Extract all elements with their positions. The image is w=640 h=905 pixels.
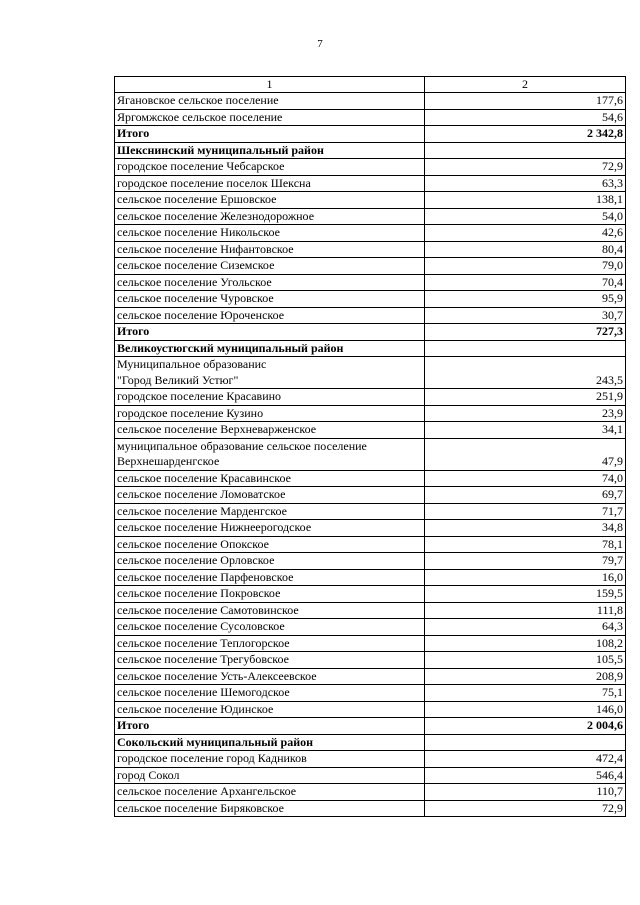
table-row	[115, 586, 626, 603]
row-value-cell: 110,7	[425, 784, 626, 801]
row-name-cell: сельское поселение Покровское	[115, 586, 425, 603]
row-value-cell: 208,9	[425, 668, 626, 685]
table-row	[115, 487, 626, 504]
row-value-cell: 54,0	[425, 208, 626, 225]
page-number: 7	[317, 38, 323, 50]
row-value-cell: 34,1	[425, 422, 626, 439]
row-name-cell	[115, 357, 425, 389]
row-name-cell: Итого	[115, 718, 425, 735]
table-row	[115, 438, 626, 470]
table-row	[115, 422, 626, 439]
row-value-cell: 78,1	[425, 536, 626, 553]
row-name-cell: сельское поселение Чуровское	[115, 291, 425, 308]
row-name-line-2: "Город Великий Устюг"	[117, 372, 239, 387]
table-row	[115, 520, 626, 537]
row-name-cell: сельское поселение Юдинское	[115, 701, 425, 718]
table-row	[115, 405, 626, 422]
row-name-cell: сельское поселение Биряковское	[115, 800, 425, 817]
row-value-cell: 70,4	[425, 274, 626, 291]
row-name-line-2: Верхнешарденгское	[117, 454, 220, 468]
row-name-cell: сельское поселение Нифантовское	[115, 241, 425, 258]
row-name-cell: городское поселение Чебсарское	[115, 159, 425, 176]
row-name-cell: сельское поселение Красавинское	[115, 470, 425, 487]
row-name-cell: сельское поселение Сусоловское	[115, 619, 425, 636]
table-row	[115, 225, 626, 242]
row-value-cell: 42,6	[425, 225, 626, 242]
table-row	[115, 652, 626, 669]
row-value-cell: 54,6	[425, 109, 626, 126]
row-name-cell: сельское поселение Железнодорожное	[115, 208, 425, 225]
row-value-cell: 75,1	[425, 685, 626, 702]
table-row	[115, 274, 626, 291]
row-name-line-1: Муниципальное образованис	[117, 357, 267, 371]
table-row	[115, 635, 626, 652]
table-row	[115, 291, 626, 308]
row-value-cell: 72,9	[425, 800, 626, 817]
row-value-cell: 16,0	[425, 569, 626, 586]
row-value-cell: 64,3	[425, 619, 626, 636]
row-value-cell: 2 342,8	[425, 126, 626, 143]
row-value-cell: 146,0	[425, 701, 626, 718]
table-row	[115, 619, 626, 636]
row-name-cell: сельское поселение Усть-Алексеевское	[115, 668, 425, 685]
row-name-cell: сельское поселение Трегубовское	[115, 652, 425, 669]
row-name-cell: сельское поселение Верхневарженское	[115, 422, 425, 439]
row-name-cell: сельское поселение Орловское	[115, 553, 425, 570]
row-name-cell: городское поселение Красавино	[115, 389, 425, 406]
row-value-cell: 177,6	[425, 93, 626, 110]
table-body	[115, 77, 626, 817]
row-name-cell: Великоустюгский муниципальный район	[115, 340, 425, 357]
table-row	[115, 701, 626, 718]
table-row	[115, 685, 626, 702]
row-value-cell: 108,2	[425, 635, 626, 652]
table-row	[115, 208, 626, 225]
row-name-cell: сельское поселение Парфеновское	[115, 569, 425, 586]
row-name-cell: Яргомжское сельское поселение	[115, 109, 425, 126]
row-name-cell: Ягановское сельское поселение	[115, 93, 425, 110]
row-value-cell: 79,0	[425, 258, 626, 275]
row-value-cell: 159,5	[425, 586, 626, 603]
data-table	[114, 76, 626, 817]
table-row	[115, 784, 626, 801]
table-row	[115, 470, 626, 487]
row-value-cell	[425, 340, 626, 357]
row-value-cell: 63,3	[425, 175, 626, 192]
table-row	[115, 767, 626, 784]
row-name-cell: городское поселение поселок Шексна	[115, 175, 425, 192]
row-value-cell	[425, 142, 626, 159]
table-row	[115, 93, 626, 110]
row-value-cell: 2 004,6	[425, 718, 626, 735]
total-row	[115, 126, 626, 143]
row-name-cell: сельское поселение Архангельское	[115, 784, 425, 801]
table-row	[115, 553, 626, 570]
table-row	[115, 357, 626, 389]
table-row	[115, 503, 626, 520]
row-value-cell: 79,7	[425, 553, 626, 570]
row-name-cell: сельское поселение Шемогодское	[115, 685, 425, 702]
total-row	[115, 718, 626, 735]
row-value-cell: 105,5	[425, 652, 626, 669]
row-name-cell: сельское поселение Марденгское	[115, 503, 425, 520]
row-value-cell: 47,9	[425, 438, 626, 470]
row-name-cell: Итого	[115, 126, 425, 143]
table-row	[115, 602, 626, 619]
row-value-cell: 138,1	[425, 192, 626, 209]
row-value-cell: 69,7	[425, 487, 626, 504]
row-name-cell: сельское поселение Нижнеерогодское	[115, 520, 425, 537]
table-row	[115, 800, 626, 817]
table-row	[115, 569, 626, 586]
row-value-cell: 34,8	[425, 520, 626, 537]
table-row	[115, 258, 626, 275]
row-value-cell: 71,7	[425, 503, 626, 520]
row-name-cell: город Сокол	[115, 767, 425, 784]
row-name-cell: Итого	[115, 324, 425, 341]
row-value-cell: 80,4	[425, 241, 626, 258]
row-name-cell: сельское поселение Теплогорское	[115, 635, 425, 652]
row-value-cell: 111,8	[425, 602, 626, 619]
row-name-cell: сельское поселение Ломоватское	[115, 487, 425, 504]
row-value-cell: 727,3	[425, 324, 626, 341]
table-row	[115, 307, 626, 324]
row-name-cell: городское поселение город Кадников	[115, 751, 425, 768]
row-name-cell: Шекснинский муниципальный район	[115, 142, 425, 159]
row-value-cell: 243,5	[425, 357, 626, 389]
row-value-cell	[425, 734, 626, 751]
row-name-cell: сельское поселение Угольское	[115, 274, 425, 291]
district-header-row	[115, 142, 626, 159]
column-header-2: 2	[425, 77, 626, 93]
row-name-cell: Сокольский муниципальный район	[115, 734, 425, 751]
row-name-cell: сельское поселение Ершовское	[115, 192, 425, 209]
row-name-cell: сельское поселение Сиземское	[115, 258, 425, 275]
row-name-cell: сельское поселение Юроченское	[115, 307, 425, 324]
row-value-cell: 546,4	[425, 767, 626, 784]
row-name-cell: сельское поселение Самотовинское	[115, 602, 425, 619]
row-name-cell: сельское поселение Опокское	[115, 536, 425, 553]
table-row	[115, 536, 626, 553]
row-name-line-1: муниципальное образование сельское поселение	[117, 438, 367, 453]
table-row	[115, 159, 626, 176]
row-value-cell: 72,9	[425, 159, 626, 176]
row-name-cell: сельское поселение Никольское	[115, 225, 425, 242]
column-header-1: 1	[115, 77, 425, 93]
table-row	[115, 175, 626, 192]
table-row	[115, 241, 626, 258]
row-value-cell: 23,9	[425, 405, 626, 422]
row-value-cell: 251,9	[425, 389, 626, 406]
table-row	[115, 109, 626, 126]
table-row	[115, 389, 626, 406]
row-value-cell: 472,4	[425, 751, 626, 768]
table-row	[115, 192, 626, 209]
table-row	[115, 668, 626, 685]
district-header-row	[115, 734, 626, 751]
district-header-row	[115, 340, 626, 357]
table-row	[115, 751, 626, 768]
row-name-cell: городское поселение Кузино	[115, 405, 425, 422]
row-name-cell	[115, 438, 425, 470]
total-row	[115, 324, 626, 341]
table-header-row	[115, 77, 626, 93]
row-value-cell: 95,9	[425, 291, 626, 308]
row-value-cell: 74,0	[425, 470, 626, 487]
row-value-cell: 30,7	[425, 307, 626, 324]
